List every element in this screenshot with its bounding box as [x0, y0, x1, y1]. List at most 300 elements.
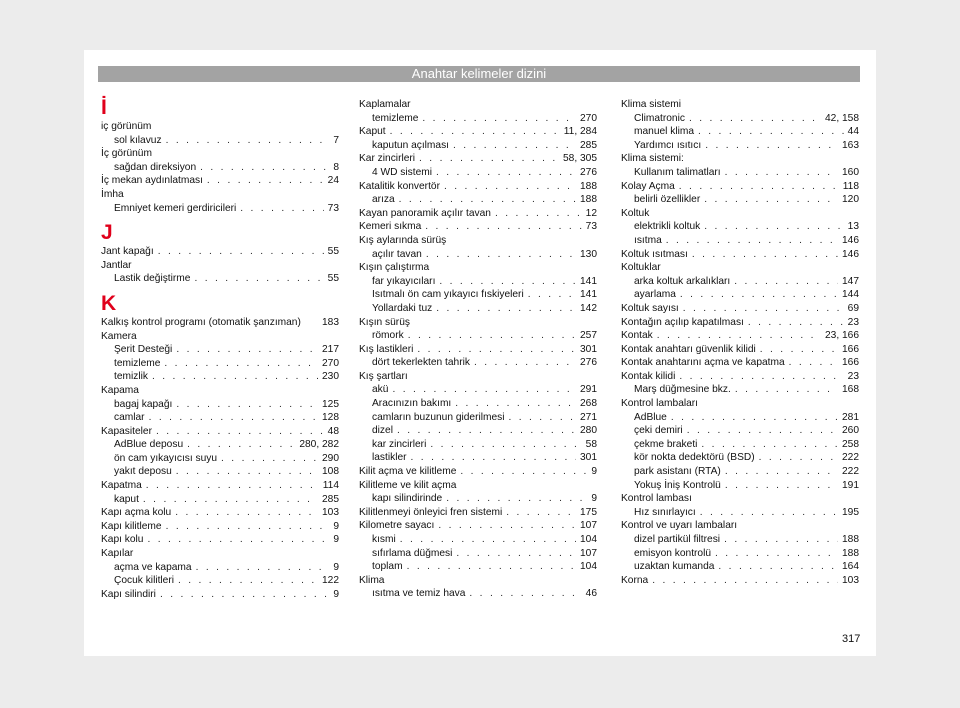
- page-ref: 166: [842, 357, 859, 369]
- index-heading: [101, 330, 339, 344]
- page-ref: 114: [322, 480, 339, 492]
- index-heading: [359, 234, 597, 248]
- entry-text: temizlik: [114, 371, 148, 383]
- dot-leader: [735, 383, 838, 397]
- index-entry: [359, 207, 597, 221]
- dot-leader: [528, 288, 576, 302]
- entry-text: Kemeri sıkma: [359, 221, 422, 233]
- page-ref: 183: [322, 316, 339, 328]
- index-subentry: [359, 248, 597, 262]
- entry-text: Climatronic: [634, 112, 685, 124]
- index-entry: [359, 465, 597, 479]
- entry-text: Kilitleme ve kilit açma: [359, 479, 457, 491]
- page-ref: 107: [580, 547, 597, 559]
- dot-leader: [460, 465, 587, 479]
- page-ref: 48: [327, 425, 339, 437]
- index-column-1: [101, 98, 339, 601]
- entry-text: Kontak: [621, 330, 653, 342]
- dot-leader: [425, 220, 581, 234]
- entry-text: Kilit açma ve kilitleme: [359, 466, 457, 478]
- section-letter: İ: [101, 96, 107, 119]
- dot-leader: [176, 398, 318, 412]
- dot-leader: [725, 479, 838, 493]
- index-subentry: [359, 492, 597, 506]
- entry-text: ön cam yıkayıcısı suyu: [114, 452, 218, 464]
- dot-leader: [176, 343, 318, 357]
- entry-text: yakıt deposu: [114, 466, 172, 478]
- page-ref: 163: [842, 139, 859, 151]
- dot-leader: [704, 220, 843, 234]
- dot-leader: [194, 272, 323, 286]
- index-subentry: [359, 139, 597, 153]
- page-ref: 9: [591, 493, 597, 505]
- dot-leader: [701, 438, 838, 452]
- index-heading: [359, 479, 597, 493]
- index-entry: [621, 370, 859, 384]
- page-ref: 44: [847, 126, 859, 138]
- dot-leader: [166, 134, 330, 148]
- index-entry: [359, 343, 597, 357]
- dot-leader: [160, 588, 329, 602]
- dot-leader: [506, 506, 576, 520]
- index-subentry: [359, 288, 597, 302]
- entry-text: Kontrol ve uyarı lambaları: [621, 520, 738, 532]
- dot-leader: [411, 451, 576, 465]
- page-ref: 217: [322, 344, 339, 356]
- page-ref: 146: [842, 248, 859, 260]
- dot-leader: [657, 329, 821, 343]
- entry-text: belirli özellikler: [634, 194, 701, 206]
- index-subentry: [621, 479, 859, 493]
- dot-leader: [399, 193, 576, 207]
- index-entry: [359, 152, 597, 166]
- dot-leader: [221, 452, 318, 466]
- index-subentry: [359, 438, 597, 452]
- entry-text: Kışın sürüş: [359, 316, 410, 328]
- entry-text: Yardımcı ısıtıcı: [634, 139, 702, 151]
- index-heading: [621, 397, 859, 411]
- entry-text: Kapatma: [101, 480, 142, 492]
- entry-text: İç mekan aydınlatması: [101, 175, 203, 187]
- page-ref: 9: [333, 520, 339, 532]
- entry-text: Kamera: [101, 330, 137, 342]
- entry-text: sıfırlama düğmesi: [372, 547, 453, 559]
- index-subentry: [101, 357, 339, 371]
- dot-leader: [164, 357, 318, 371]
- page-ref: 12: [585, 207, 597, 219]
- dot-leader: [453, 139, 576, 153]
- entry-text: iç görünüm: [101, 121, 152, 132]
- entry-text: ısıtma: [634, 234, 662, 246]
- entry-text: elektrikli koltuk: [634, 221, 701, 233]
- entry-text: kaputun açılması: [372, 139, 450, 151]
- entry-text: çekme braketi: [634, 438, 698, 450]
- dot-leader: [679, 370, 843, 384]
- entry-text: Kullanım talimatları: [634, 166, 721, 178]
- dot-leader: [426, 248, 576, 262]
- index-subentry: [359, 193, 597, 207]
- page-ref: 107: [580, 520, 597, 532]
- index-subentry: [101, 398, 339, 412]
- dot-leader: [200, 161, 329, 175]
- entry-text: arka koltuk arkalıkları: [634, 275, 731, 287]
- dot-leader: [438, 519, 576, 533]
- dot-leader: [146, 479, 319, 493]
- index-heading: [621, 207, 859, 221]
- page-ref: 104: [580, 534, 597, 545]
- dot-leader: [436, 302, 576, 316]
- entry-text: Kapı silindiri: [101, 588, 156, 600]
- index-entry: [101, 588, 339, 602]
- page-ref: 118: [842, 180, 859, 192]
- index-subentry: [101, 452, 339, 466]
- dot-leader: [444, 180, 576, 194]
- page-ref: 73: [585, 221, 597, 233]
- page-ref: 55: [327, 273, 339, 285]
- index-subentry: [621, 424, 859, 438]
- index-subentry: [359, 533, 597, 547]
- entry-text: çeki demiri: [634, 425, 683, 437]
- page-ref: 125: [322, 398, 339, 410]
- page-ref: 120: [842, 194, 859, 206]
- page-ref: 285: [322, 493, 339, 505]
- index-entry: [101, 506, 339, 520]
- entry-text: Aracınızın bakımı: [372, 398, 452, 410]
- index-subentry: [621, 288, 859, 302]
- page-ref: 195: [842, 506, 859, 518]
- entry-text: Kış lastikleri: [359, 343, 414, 355]
- entry-text: Kilitlenmeyi önleyici fren sistemi: [359, 506, 503, 518]
- index-entry: [101, 174, 339, 188]
- entry-text: sol kılavuz: [114, 134, 162, 146]
- dot-leader: [419, 152, 559, 166]
- entry-text: Koltuk: [621, 207, 650, 219]
- index-subentry: [101, 574, 339, 588]
- dot-leader: [689, 112, 821, 126]
- index-heading: [621, 261, 859, 275]
- index-subentry: [621, 166, 859, 180]
- page-ref: 144: [842, 289, 859, 301]
- page-ref: 271: [580, 411, 597, 423]
- page-ref: 188: [842, 534, 859, 545]
- page-ref: 103: [322, 507, 339, 519]
- index-heading: [101, 147, 339, 161]
- page-ref: 166: [842, 343, 859, 355]
- dot-leader: [400, 533, 576, 547]
- dot-leader: [748, 316, 844, 330]
- entry-text: Kontrol lambası: [621, 493, 692, 505]
- index-subentry: [101, 370, 339, 384]
- index-entry: [359, 180, 597, 194]
- entry-text: Kilometre sayacı: [359, 520, 435, 532]
- dot-leader: [700, 506, 838, 520]
- page-ref: 285: [580, 139, 597, 151]
- entry-text: Kapasiteler: [101, 425, 152, 437]
- entry-text: dört tekerlekten tahrik: [372, 357, 470, 369]
- index-entry: [101, 533, 339, 547]
- index-heading: [101, 120, 339, 134]
- index-entry: [621, 329, 859, 343]
- entry-text: Koltuk sayısı: [621, 302, 679, 314]
- dot-leader: [455, 397, 576, 411]
- index-subentry: [621, 234, 859, 248]
- section-letter: J: [101, 221, 113, 245]
- entry-text: Şerit Desteği: [114, 344, 173, 356]
- index-column-2: [359, 98, 597, 601]
- page-ref: 141: [580, 289, 597, 301]
- dot-leader: [759, 451, 838, 465]
- index-subentry: [359, 411, 597, 425]
- entry-text: Kayan panoramik açılır tavan: [359, 207, 491, 219]
- page-ref: 280: [580, 425, 597, 437]
- page-ref: 13: [847, 221, 859, 233]
- index-subentry: [621, 465, 859, 479]
- entry-text: Kapılar: [101, 548, 134, 560]
- page-ref: 260: [842, 425, 859, 437]
- page-ref: 146: [842, 234, 859, 246]
- index-subentry: [621, 560, 859, 574]
- index-subentry: [101, 343, 339, 357]
- index-entry: [621, 356, 859, 370]
- index-heading: [359, 574, 597, 588]
- page-ref: 160: [842, 166, 859, 178]
- page-ref: 103: [842, 574, 859, 586]
- index-entry: [621, 180, 859, 194]
- dot-leader: [456, 547, 576, 561]
- dot-leader: [152, 370, 318, 384]
- dot-leader: [474, 356, 576, 370]
- index-subentry: [359, 166, 597, 180]
- page-ref: 73: [327, 202, 339, 214]
- entry-text: camların buzunun giderilmesi: [372, 411, 505, 423]
- page-ref: 23: [847, 370, 859, 382]
- page-ref: 9: [333, 561, 339, 573]
- index-subentry: [101, 493, 339, 507]
- index-subentry: [101, 561, 339, 575]
- entry-text: Klima: [359, 574, 385, 586]
- dot-leader: [166, 520, 330, 534]
- entry-text: kısmi: [372, 534, 396, 545]
- page-ref: 24: [327, 175, 339, 187]
- dot-leader: [715, 547, 838, 561]
- page-ref: 268: [580, 398, 597, 410]
- index-subentry: [621, 383, 859, 397]
- dot-leader: [446, 492, 587, 506]
- index-heading: [359, 370, 597, 384]
- index-subentry: [101, 272, 339, 286]
- page-ref: 69: [847, 302, 859, 314]
- index-column-3: [621, 98, 859, 587]
- entry-text: Katalitik konvertör: [359, 180, 440, 192]
- page-ref: 42, 158: [825, 112, 859, 124]
- dot-leader: [407, 560, 576, 574]
- page-ref: 301: [580, 452, 597, 464]
- page-ref: 222: [842, 466, 859, 478]
- page-ref: 188: [580, 180, 597, 192]
- entry-text: Koltuklar: [621, 262, 661, 274]
- entry-text: Kapı açma kolu: [101, 507, 172, 519]
- index-subentry: [359, 547, 597, 561]
- index-subentry: [359, 383, 597, 397]
- index-subentry: [359, 587, 597, 601]
- index-subentry: [621, 125, 859, 139]
- index-subentry: [101, 202, 339, 216]
- page-ref: 290: [322, 452, 339, 464]
- dot-leader: [178, 574, 318, 588]
- entry-text: Kontak kilidi: [621, 370, 676, 382]
- page-ref: 58: [585, 438, 597, 450]
- page-ref: 46: [585, 588, 597, 600]
- dot-leader: [683, 302, 844, 316]
- dot-leader: [143, 493, 318, 507]
- entry-text: Çocuk kilitleri: [114, 575, 175, 587]
- dot-leader: [156, 425, 324, 439]
- entry-text: AdBlue deposu: [114, 439, 184, 451]
- index-subentry: [621, 220, 859, 234]
- index-entry: [621, 302, 859, 316]
- page-ref: 276: [580, 357, 597, 369]
- index-entry: [359, 220, 597, 234]
- index-entry: [621, 343, 859, 357]
- entry-text: Kar zincirleri: [359, 153, 416, 165]
- page-ref: 222: [842, 452, 859, 464]
- entry-text: Hız sınırlayıcı: [634, 506, 696, 518]
- entry-text: Kontağın açılıp kapatılması: [621, 316, 744, 328]
- entry-text: bagaj kapağı: [114, 398, 173, 410]
- entry-text: Kontak anahtarı güvenlik kilidi: [621, 343, 756, 355]
- page-ref: 147: [842, 275, 859, 287]
- dot-leader: [671, 411, 838, 425]
- page-ref: 270: [322, 357, 339, 369]
- index-heading: [101, 384, 339, 398]
- entry-text: Kaplamalar: [359, 99, 411, 110]
- entry-text: Kolay Açma: [621, 180, 675, 192]
- index-subentry: [621, 112, 859, 126]
- page-ref: 128: [322, 412, 339, 424]
- dot-leader: [408, 329, 576, 343]
- entry-text: Lastik değiştirme: [114, 273, 191, 285]
- index-subentry: [101, 161, 339, 175]
- entry-text: dizel: [372, 425, 393, 437]
- index-subentry: [359, 451, 597, 465]
- page-ref: 8: [333, 161, 339, 173]
- page-ref: 175: [580, 506, 597, 518]
- section-letter: K: [101, 291, 117, 315]
- index-subentry: [101, 465, 339, 479]
- page-ref: 55: [327, 246, 339, 258]
- entry-text: Kışın çalıştırma: [359, 262, 430, 274]
- dot-leader: [187, 438, 295, 452]
- index-entry: [359, 125, 597, 139]
- index-heading: [621, 98, 859, 112]
- entry-text: römork: [372, 330, 404, 342]
- entry-text: açma ve kapama: [114, 561, 192, 573]
- entry-text: ayarlama: [634, 289, 676, 301]
- entry-text: Jant kapağı: [101, 246, 154, 258]
- index-heading: [359, 261, 597, 275]
- dot-leader: [422, 112, 576, 126]
- entry-text: Kapı kolu: [101, 534, 144, 546]
- dot-leader: [666, 234, 838, 248]
- entry-text: İmha: [101, 188, 124, 200]
- entry-text: Emniyet kemeri gerdiricileri: [114, 202, 237, 214]
- index-subentry: [101, 134, 339, 148]
- entry-text: temizleme: [114, 357, 161, 369]
- index-subentry: [621, 438, 859, 452]
- page-ref: 58, 305: [563, 153, 597, 165]
- index-subentry: [101, 438, 339, 452]
- entry-text: sağdan direksiyon: [114, 161, 197, 173]
- entry-text: Kış aylarında sürüş: [359, 234, 447, 246]
- dot-leader: [704, 193, 838, 207]
- entry-text: açılır tavan: [372, 248, 422, 260]
- entry-text: dizel partikül filtresi: [634, 534, 721, 545]
- dot-leader: [724, 533, 838, 547]
- dot-leader: [149, 411, 318, 425]
- entry-text: manuel klima: [634, 126, 695, 138]
- dot-leader: [495, 207, 582, 221]
- index-header: Anahtar kelimeler dizini: [98, 66, 860, 82]
- entry-text: Koltuk ısıtması: [621, 248, 688, 260]
- dot-leader: [175, 506, 318, 520]
- index-subentry: [621, 193, 859, 207]
- entry-text: AdBlue: [634, 411, 667, 423]
- dot-leader: [725, 166, 838, 180]
- index-subentry: [359, 397, 597, 411]
- entry-text: akü: [372, 384, 389, 396]
- index-heading: [101, 188, 339, 202]
- dot-leader: [390, 125, 560, 139]
- page-ref: 130: [580, 248, 597, 260]
- entry-text: Kapı kilitleme: [101, 520, 162, 532]
- index-subentry: [621, 533, 859, 547]
- entry-text: Isıtmalı ön cam yıkayıcı fıskiyeleri: [372, 289, 524, 301]
- index-subentry: [359, 560, 597, 574]
- entry-text: kör nokta dedektörü (BSD): [634, 452, 755, 464]
- dot-leader: [158, 245, 324, 259]
- page-ref: 104: [580, 561, 597, 573]
- entry-text: Yollardaki tuz: [372, 302, 433, 314]
- index-subentry: [621, 275, 859, 289]
- page-ref: 291: [580, 384, 597, 396]
- entry-text: Marş düğmesine bkz.: [634, 384, 731, 396]
- entry-text: far yıkayıcıları: [372, 275, 436, 287]
- page-ref: 108: [322, 466, 339, 478]
- page-ref: 11, 284: [563, 126, 597, 138]
- entry-text: Klima sistemi: [621, 99, 682, 110]
- entry-text: ısıtma ve temiz hava: [372, 588, 466, 600]
- index-subentry: [621, 139, 859, 153]
- page-ref: 168: [842, 384, 859, 396]
- dot-leader: [705, 139, 838, 153]
- index-heading: [101, 547, 339, 561]
- index-subentry: [359, 356, 597, 370]
- index-subentry: [621, 411, 859, 425]
- index-heading: [359, 316, 597, 330]
- page-ref: 142: [580, 302, 597, 314]
- dot-leader: [698, 125, 844, 139]
- entry-text: uzaktan kumanda: [634, 561, 715, 573]
- page-ref: 301: [580, 343, 597, 355]
- page-ref: 281: [842, 411, 859, 423]
- index-subentry: [621, 451, 859, 465]
- dot-leader: [509, 411, 576, 425]
- entry-text: Klima sistemi:: [621, 153, 684, 165]
- dot-leader: [725, 465, 838, 479]
- entry-text: temizleme: [372, 112, 419, 124]
- entry-text: Kontak anahtarını açma ve kapatma: [621, 357, 785, 369]
- entry-text: Kapama: [101, 384, 139, 396]
